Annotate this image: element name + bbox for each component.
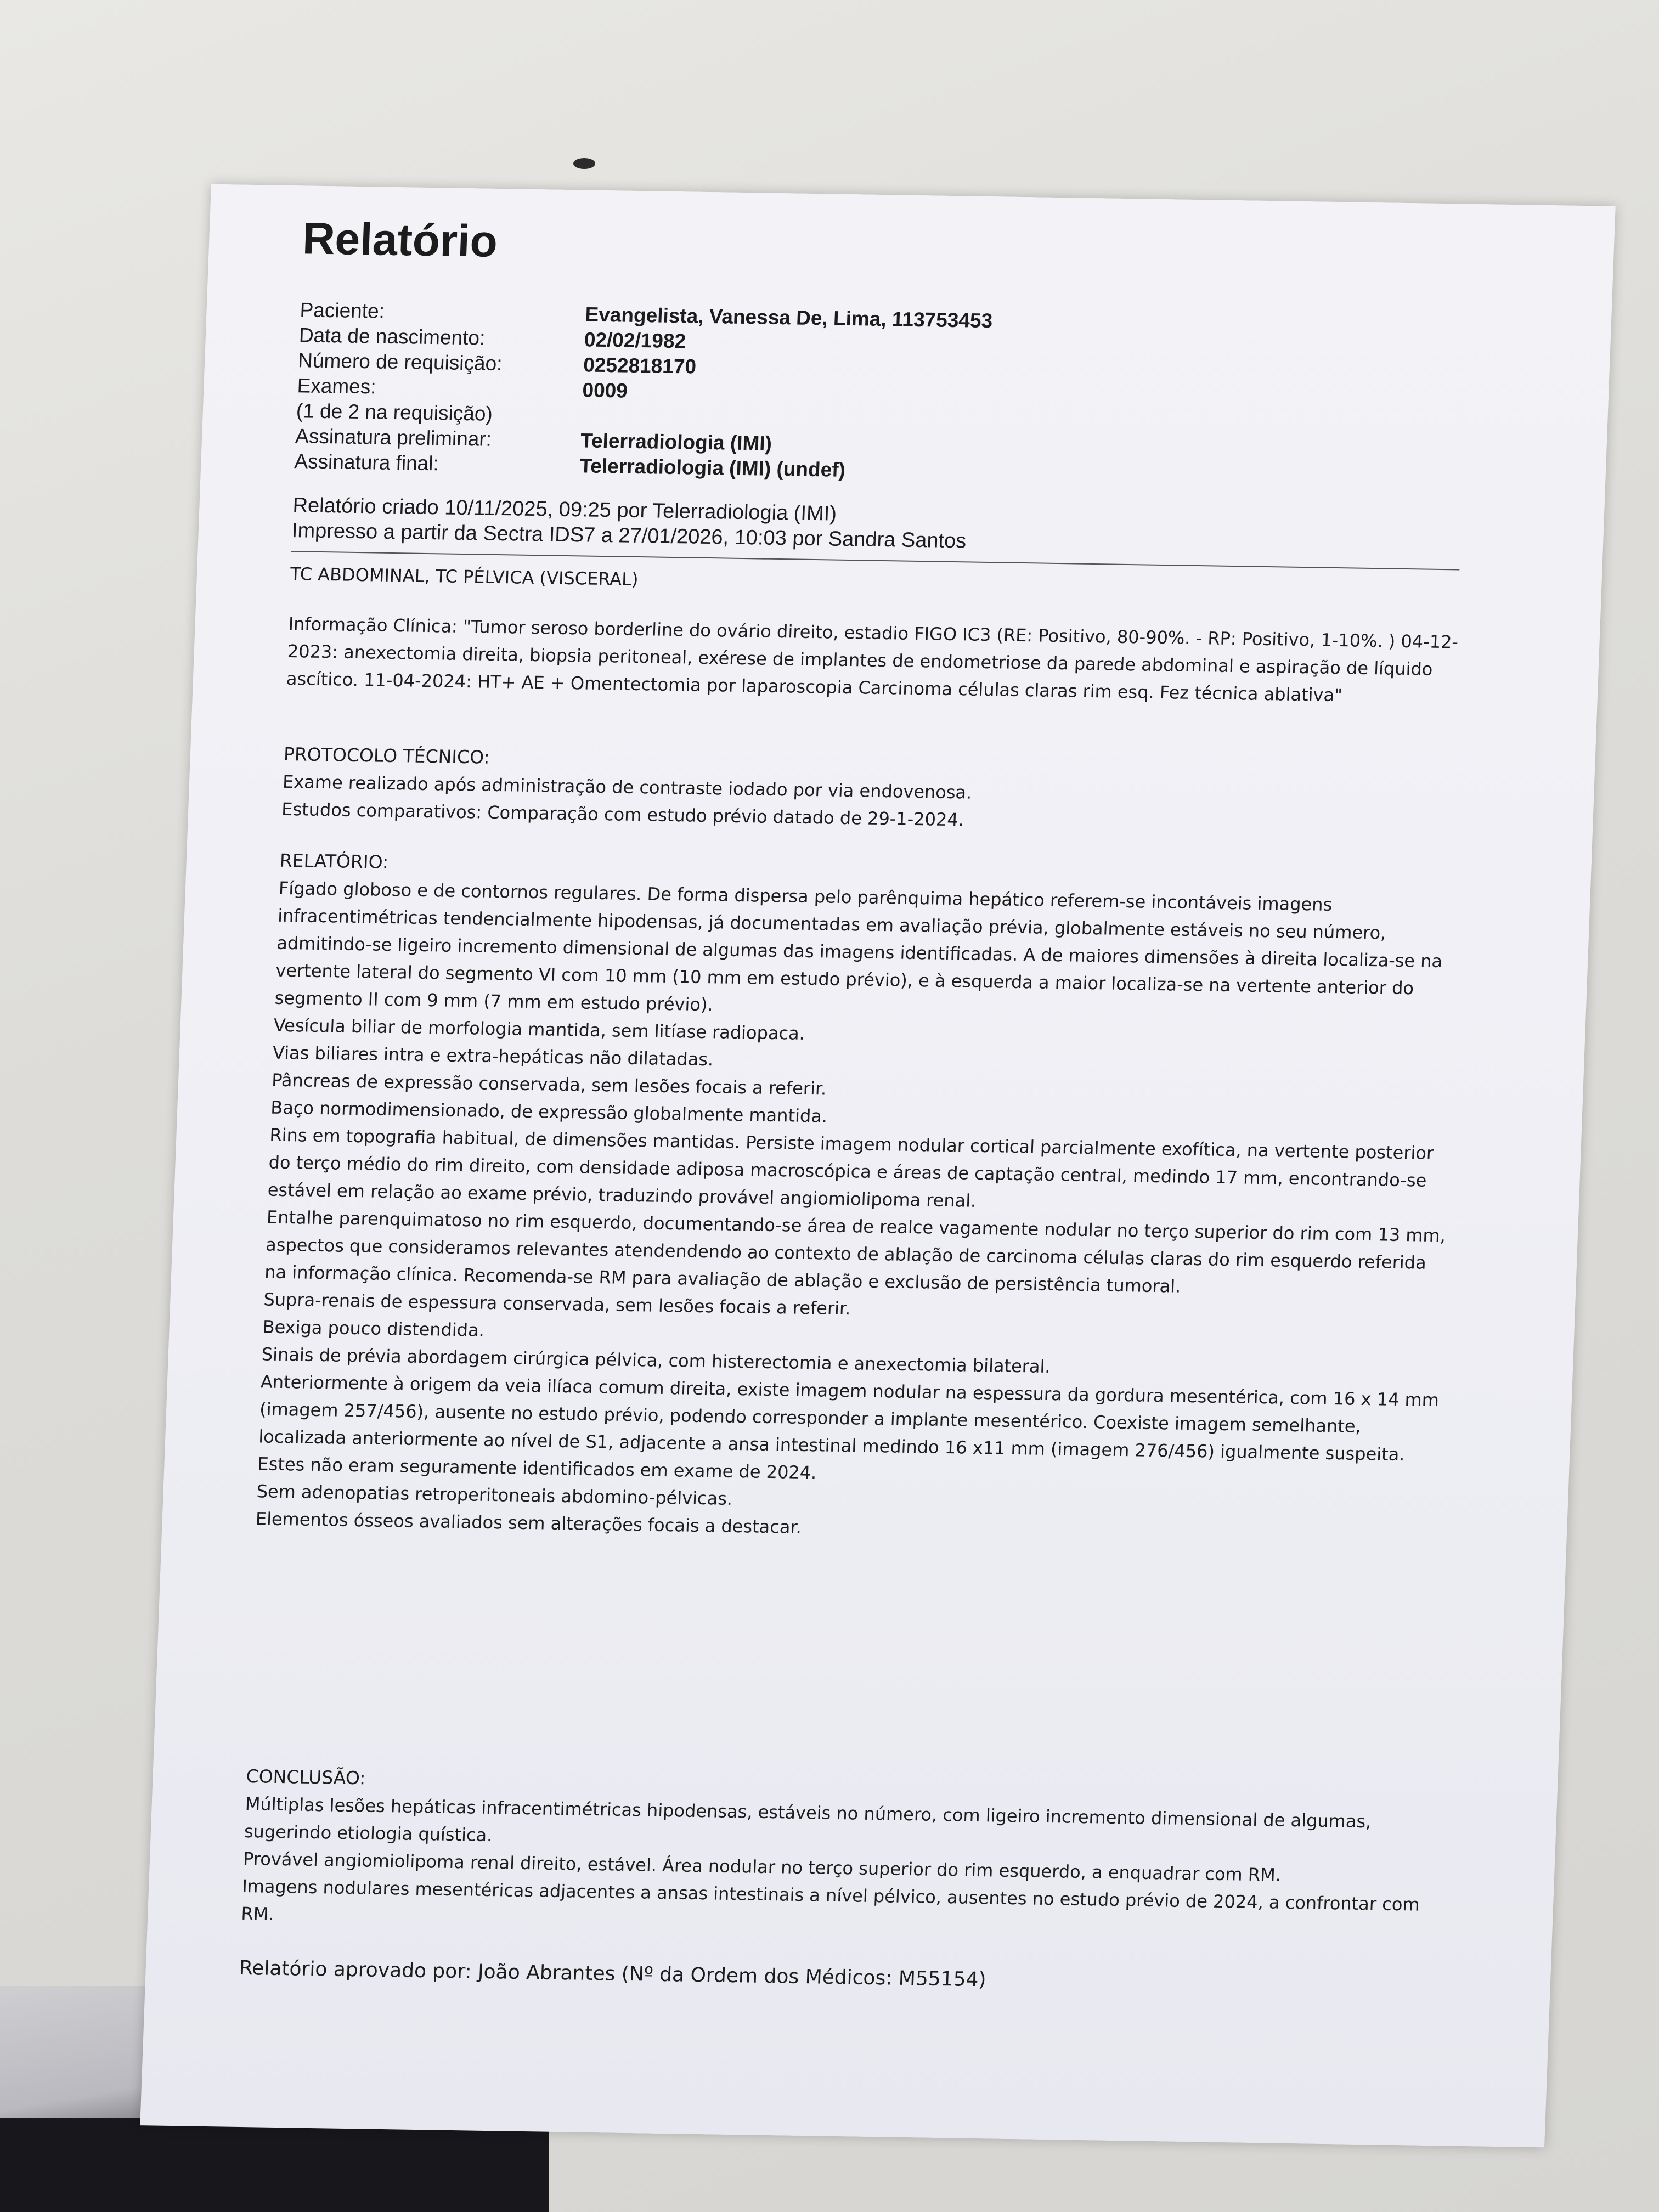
printed-report-sheet	[140, 184, 1615, 2148]
conclusion-paragraph: Provável angiomiolipoma renal direito, estável. Área nodular no terço superior do rim esquerdo, a enquadrar com RM.	[242, 1848, 1282, 1886]
report-paragraph: Pâncreas de expressão conservada, sem lesões focais a referir.	[271, 1069, 827, 1099]
report-section	[255, 847, 1465, 1551]
desk-speck	[573, 158, 595, 169]
report-paragraph: Elementos ósseos avaliados sem alterações focais a destacar.	[255, 1508, 802, 1538]
printed-line: Impresso a partir da Sectra IDS7 a 27/01/2026, 10:03 por Sandra Santos	[291, 519, 967, 553]
meta-label: Número de requisição:	[297, 349, 503, 375]
report-paragraph: Baço normodimensionado, de expressão globalmente mantida.	[270, 1097, 828, 1127]
meta-label: Assinatura preliminar:	[295, 425, 492, 450]
report-created-info	[291, 493, 1522, 562]
protocol-heading: PROTOCOLO TÉCNICO:	[283, 743, 490, 768]
report-paragraph: Bexiga pouco distendida.	[262, 1316, 485, 1341]
report-paragraph: Anteriormente à origem da veia ilíaca comum direita, existe imagem nodular na espessura da gordura mesentérica, com 16 x 14 mm (imagem 257/456), ausente no estudo prévio, podendo corresponder a implante mesentérico. Coexiste imagem semelhante, localizada anteriormente ao nível de S1, adjacente a ansa intestinal medindo 16 x11 mm (imagem 276/456) igualmente suspeita. Estes não eram seguramente identificados em exame de 2024.	[257, 1371, 1440, 1483]
conclusion-heading: CONCLUSÃO:	[245, 1765, 366, 1789]
meta-value: Telerradiologia (IMI) (undef)	[579, 454, 846, 481]
meta-label: Assinatura final:	[294, 450, 439, 475]
report-paragraph: Fígado globoso e de contornos regulares. De forma dispersa pelo parênquima hepático referem-se incontáveis imagens infracentimétricas tendencialmente hipodensas, já documentadas em avaliação prévia, globalmente estáveis no seu número, admitindo-se ligeiro incremento dimensional de algumas das imagens identificadas. A de maiores dimensões à direita localiza-se na vertente lateral do segmento VI com 10 mm (10 mm em estudo prévio), e à esquerda a maior localiza-se na vertente anterior do segmento II com 9 mm (7 mm em estudo prévio).	[274, 877, 1443, 1015]
meta-label: (1 de 2 na requisição)	[296, 399, 493, 425]
report-paragraph: Sinais de prévia abordagem cirúrgica pélvica, com histerectomia e anexectomia bilateral.	[261, 1344, 1051, 1377]
report-content	[239, 213, 1532, 2001]
spacer	[247, 1532, 1484, 1782]
patient-meta-block	[294, 297, 1530, 493]
meta-value: 0252818170	[583, 353, 697, 378]
meta-value: 02/02/1982	[584, 328, 686, 353]
created-line: Relatório criado 10/11/2025, 09:25 por Telerradiologia (IMI)	[292, 494, 837, 526]
protocol-line: Exame realizado após administração de contraste iodado por via endovenosa.	[282, 771, 973, 803]
meta-label: Exames:	[296, 374, 377, 398]
meta-value: Telerradiologia (IMI)	[580, 429, 772, 455]
approved-by: Relatório aprovado por: João Abrantes (Nº da Ordem dos Médicos: M55154)	[239, 1956, 987, 1991]
conclusion-paragraph: Imagens nodulares mesentéricas adjacentes a ansas intestinais a nível pélvico, ausentes no estudo prévio de 2024, a confrontar com RM.	[240, 1875, 1420, 1925]
report-paragraph: Vias biliares intra e extra-hepáticas não dilatadas.	[272, 1042, 714, 1070]
report-paragraph: Entalhe parenquimatoso no rim esquerdo, documentando-se área de realce vagamente nodular no terço superior do rim com 13 mm, aspectos que consideramos relevantes atendendendo ao contexto de ablação de carcinoma células claras do rim esquerdo referida na informação clínica. Recomenda-se RM para avaliação de ablação e exclusão de persistência tumoral.	[264, 1206, 1446, 1297]
exam-title: TC ABDOMINAL, TC PÉLVICA (VISCERAL)	[290, 563, 639, 590]
protocol-line: Estudos comparativos: Comparação com estudo prévio datado de 29-1-2024.	[281, 798, 964, 831]
report-heading: RELATÓRIO:	[279, 849, 389, 873]
report-paragraph: Vesícula biliar de morfologia mantida, sem litíase radiopaca.	[273, 1014, 805, 1044]
meta-label: Paciente:	[299, 298, 385, 323]
report-paragraph: Rins em topografia habitual, de dimensões mantidas. Persiste imagem nodular cortical parcialmente exofítica, na vertente posterior do terço médio do rim direito, com densidade adiposa macroscópica e áreas de captação central, medindo 17 mm, encontrando-se estável em relação ao exame prévio, traduzindo provável angiomiolipoma renal.	[267, 1124, 1434, 1211]
report-paragraph: Sem adenopatias retroperitoneais abdomino-pélvicas.	[256, 1481, 733, 1509]
meta-value: 0009	[582, 379, 628, 402]
meta-value: Evangelista, Vanessa De, Lima, 113753453	[584, 303, 993, 332]
meta-label: Data de nascimento:	[298, 324, 486, 349]
desk-dark-edge	[0, 2118, 549, 2212]
conclusion-paragraph: Múltiplas lesões hepáticas infracentimétricas hipodensas, estáveis no número, com ligeiro incremento dimensional de algumas, sugerindo etiologia quística.	[244, 1793, 1372, 1846]
report-paragraph: Supra-renais de espessura conservada, sem lesões focais a referir.	[263, 1289, 851, 1319]
clinical-information: Informação Clínica: "Tumor seroso borderline do ovário direito, estadio FIGO IC3 (RE: Positivo, 80-90%. - RP: Positivo, 1-10%. ) 04-12-2023: anexectomia direita, biopsia peritoneal, exérese de implantes de endometriose da parede abdominal e aspiração de líquido ascítico. 11-04-2024: HT+ AE + Omentectomia por laparoscopia Carcinoma células claras rim esq. Fez técnica ablativa"	[286, 613, 1459, 706]
conclusion-section	[241, 1763, 1432, 1946]
report-title: Relatório	[301, 213, 499, 267]
